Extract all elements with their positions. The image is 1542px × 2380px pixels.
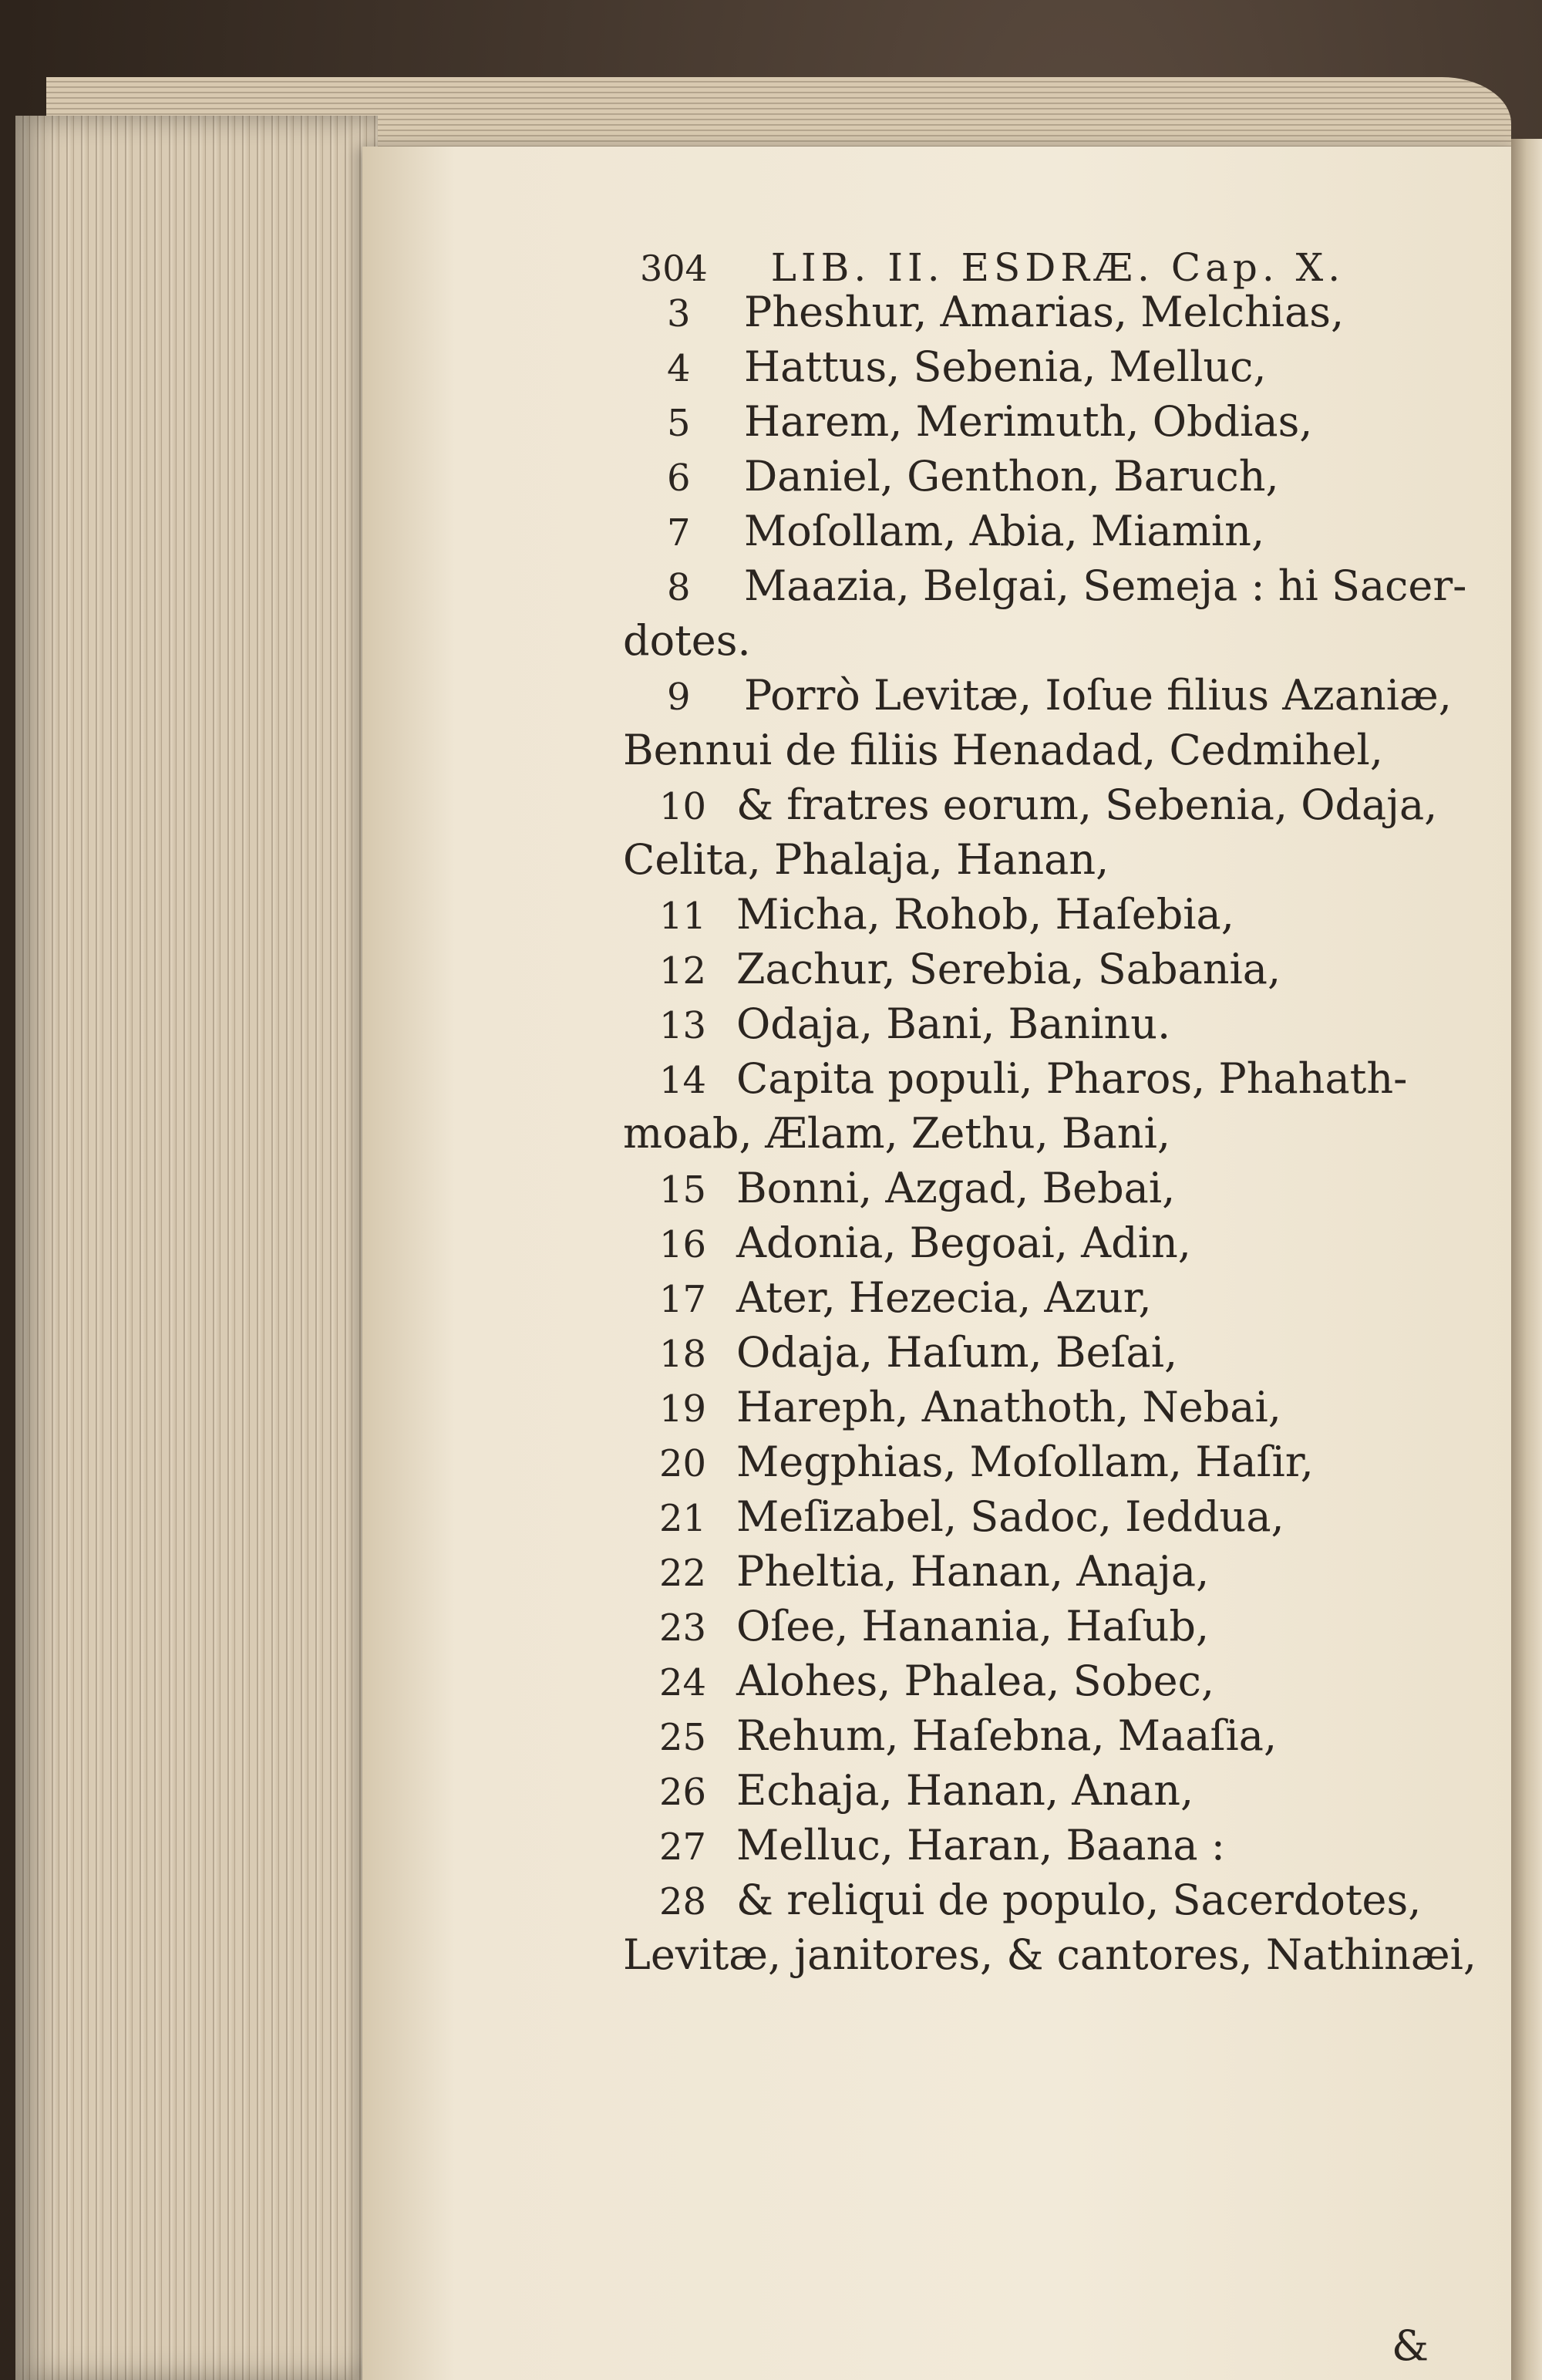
verse-number: 3 xyxy=(667,292,691,335)
verse-text: Melluc, Haran, Baana : xyxy=(736,1821,1225,1869)
verse-line xyxy=(659,1056,1407,1104)
verse-text: Alohes, Phalea, Sobec, xyxy=(736,1657,1215,1705)
verse-line xyxy=(659,946,1281,994)
verse-line xyxy=(659,1384,1281,1432)
verse-number: 5 xyxy=(667,402,691,445)
verse-number: 14 xyxy=(659,1059,707,1102)
verse-line xyxy=(659,782,1437,830)
verse-line xyxy=(667,289,1344,337)
verse-line xyxy=(659,1220,1191,1268)
verse-text: Odaja, Bani, Baninu. xyxy=(736,1000,1171,1048)
verse-number: 11 xyxy=(659,895,707,938)
verse-text: Levitæ, janitores, & cantores, Nathinæi, xyxy=(623,1930,1477,1979)
verse-number: 9 xyxy=(667,676,691,719)
verse-line xyxy=(659,1658,1214,1706)
verse-number: 4 xyxy=(667,347,691,390)
verse-number: 24 xyxy=(659,1661,707,1704)
verse-number: 10 xyxy=(659,785,707,828)
catchword: & xyxy=(1392,2321,1429,2370)
verse-number: 8 xyxy=(667,566,691,609)
verse-number: 18 xyxy=(659,1333,707,1376)
verse-number: 16 xyxy=(659,1223,707,1266)
verse-text: Micha, Rohob, Haſebia, xyxy=(736,890,1234,939)
verse-number: 17 xyxy=(659,1278,707,1321)
verse-text: Bonni, Azgad, Bebai, xyxy=(736,1164,1176,1212)
verse-line xyxy=(659,1494,1284,1542)
verse-number: 26 xyxy=(659,1771,707,1814)
verse-number: 25 xyxy=(659,1716,707,1759)
verse-line xyxy=(667,563,1466,611)
verse-number: 15 xyxy=(659,1168,707,1212)
verse-text: Zachur, Serebia, Sabania, xyxy=(736,945,1281,993)
verse-number: 20 xyxy=(659,1442,707,1485)
verse-line xyxy=(659,892,1234,939)
verse-line xyxy=(667,344,1267,392)
verse-line xyxy=(623,727,1383,774)
running-head-title: LIB. II. ESDRÆ. Cap. X. xyxy=(770,245,1345,290)
verse-line xyxy=(667,508,1264,556)
verse-text: Meſizabel, Sadoc, Ieddua, xyxy=(736,1492,1284,1541)
verse-number: 19 xyxy=(659,1387,707,1431)
verse-text: Adonia, Begoai, Adin, xyxy=(736,1219,1191,1267)
verse-line xyxy=(623,618,751,664)
verse-line xyxy=(659,1001,1170,1049)
verse-line xyxy=(623,1111,1170,1157)
verse-line xyxy=(659,1330,1177,1377)
verse-line xyxy=(659,1439,1314,1487)
verse-text: Hattus, Sebenia, Melluc, xyxy=(744,342,1267,391)
verse-line xyxy=(659,1768,1194,1815)
verse-number: 13 xyxy=(659,1004,707,1047)
verse-line xyxy=(659,1822,1225,1870)
verse-line xyxy=(659,1165,1175,1213)
verse-text: dotes. xyxy=(623,616,751,665)
verse-line xyxy=(659,1877,1421,1925)
verse-line xyxy=(659,1603,1209,1651)
verse-line xyxy=(667,453,1279,501)
verse-number: 12 xyxy=(659,949,707,993)
verse-text: Oſee, Hanania, Haſub, xyxy=(736,1602,1210,1650)
verse-line xyxy=(667,673,1452,720)
verse-number: 21 xyxy=(659,1497,707,1540)
verse-text: Hareph, Anathoth, Nebai, xyxy=(736,1383,1281,1431)
verse-text: Moſollam, Abia, Miamin, xyxy=(744,507,1265,555)
running-header xyxy=(640,245,1345,290)
verse-text: Porrò Levitæ, Ioſue filius Azaniæ, xyxy=(744,671,1452,720)
verse-line xyxy=(659,1713,1277,1761)
verse-text: Capita populi, Pharos, Phahath- xyxy=(736,1054,1408,1103)
verse-number: 22 xyxy=(659,1552,707,1595)
verse-line xyxy=(623,1932,1476,1978)
verse-number: 6 xyxy=(667,457,691,500)
verse-line xyxy=(623,837,1109,883)
page-number: 304 xyxy=(640,248,708,289)
verse-text: Celita, Phalaja, Hanan, xyxy=(623,835,1109,884)
verse-line xyxy=(667,399,1312,447)
verse-line xyxy=(659,1549,1209,1596)
verse-text: Echaja, Hanan, Anan, xyxy=(736,1766,1194,1815)
verse-text: Odaja, Haſum, Beſai, xyxy=(736,1328,1178,1377)
verse-number: 7 xyxy=(667,511,691,555)
verse-text: & fratres eorum, Sebenia, Odaja, xyxy=(736,780,1438,829)
verse-number: 28 xyxy=(659,1880,707,1923)
verse-text: Bennui de filiis Henadad, Cedmihel, xyxy=(623,726,1383,774)
verse-text: Maazia, Belgai, Semeja : hi Sacer- xyxy=(744,561,1467,610)
verse-text: moab, Ælam, Zethu, Bani, xyxy=(623,1109,1171,1158)
verse-number: 23 xyxy=(659,1606,707,1650)
verse-text: & reliqui de populo, Sacerdotes, xyxy=(736,1876,1422,1924)
verse-text: Ater, Hezecia, Azur, xyxy=(736,1273,1152,1322)
verse-text: Rehum, Haſebna, Maaſia, xyxy=(736,1711,1278,1760)
verse-text: Pheltia, Hanan, Anaja, xyxy=(736,1547,1210,1596)
verse-number: 27 xyxy=(659,1825,707,1869)
verse-text: Pheshur, Amarias, Melchias, xyxy=(744,288,1345,336)
verse-line xyxy=(659,1275,1152,1323)
verse-text: Megphias, Moſollam, Haſir, xyxy=(736,1438,1314,1486)
verse-text: Daniel, Genthon, Baruch, xyxy=(744,452,1279,501)
verse-text: Harem, Merimuth, Obdias, xyxy=(744,397,1313,446)
